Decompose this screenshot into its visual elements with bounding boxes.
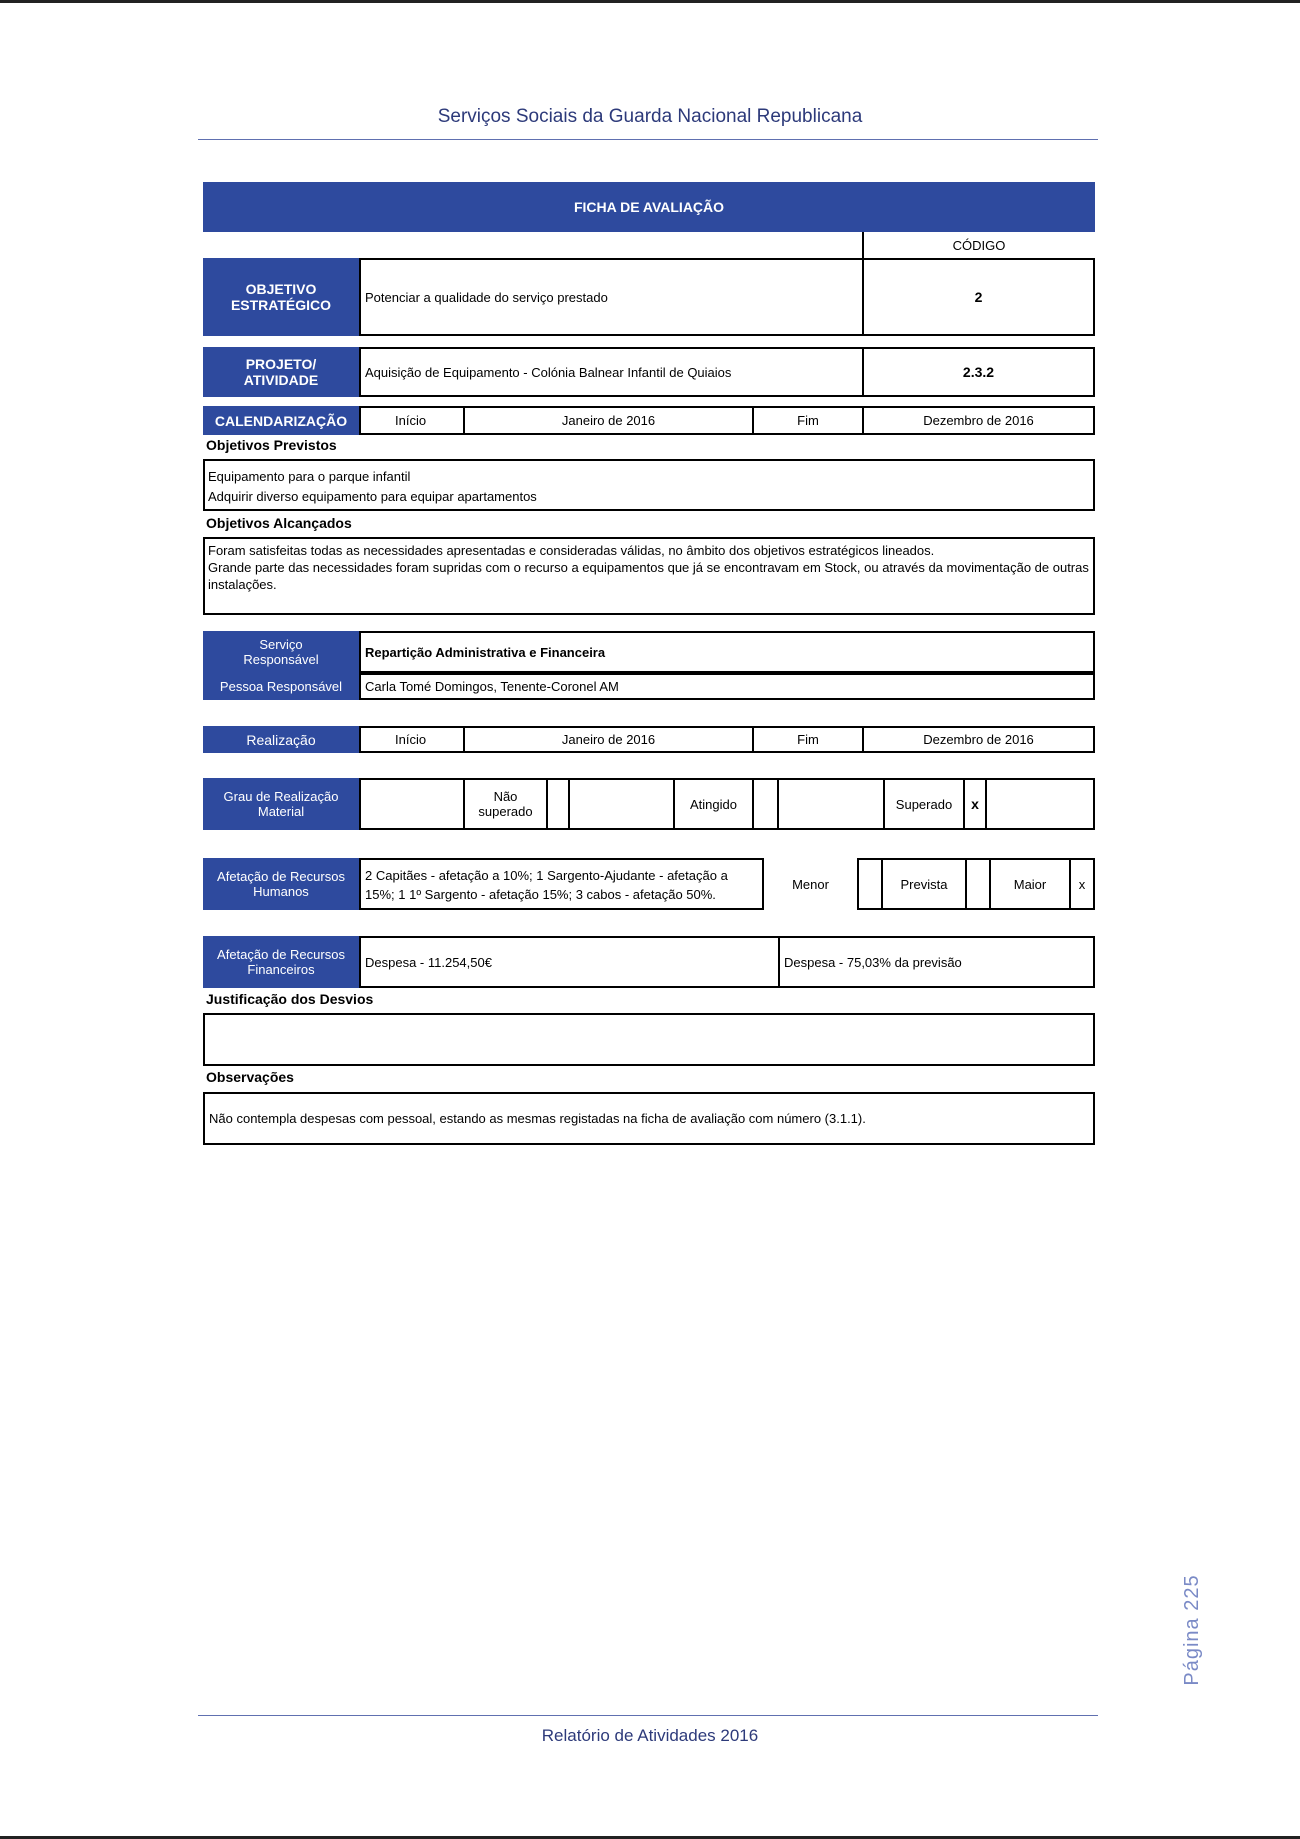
objetivos-previstos-line: Equipamento para o parque infantil (208, 469, 411, 484)
calendarizacao-fim-value: Dezembro de 2016 (862, 406, 1095, 435)
grau-nao-superado: Não superado (463, 778, 548, 830)
projeto-label: PROJETO/ ATIVIDADE (203, 347, 359, 397)
observacoes-label: Observações (206, 1069, 294, 1085)
grau-empty-2 (568, 778, 675, 830)
footer-rule (198, 1715, 1098, 1716)
pessoa-label: Pessoa Responsável (203, 673, 359, 700)
servico-value: Repartição Administrativa e Financeira (359, 631, 1095, 673)
objetivos-alcancados-label: Objetivos Alcançados (206, 515, 352, 531)
grau-empty-4 (985, 778, 1095, 830)
recursos-humanos-maior-check: x (1069, 858, 1095, 910)
recursos-humanos-value: 2 Capitães - afetação a 10%; 1 Sargento-Ajudante - afetação a 15%; 1 1º Sargento - afetação 15%; 3 cabos - afetação 50%. (359, 858, 764, 910)
calendarizacao-fim-label: Fim (752, 406, 864, 435)
calendarizacao-inicio-value: Janeiro de 2016 (463, 406, 754, 435)
header-rule (198, 139, 1098, 140)
page-border-top (0, 0, 1300, 3)
calendarizacao-inicio-label: Início (359, 406, 465, 435)
observacoes-box: Não contempla despesas com pessoal, estando as mesmas registadas na ficha de avaliação com número (3.1.1). (203, 1092, 1095, 1145)
objetivo-code: 2 (862, 258, 1095, 336)
codigo-label: CÓDIGO (862, 232, 1094, 258)
objetivos-alcancados-box (203, 537, 1095, 615)
form-title: FICHA DE AVALIAÇÃO (203, 182, 1095, 232)
recursos-humanos-label: Afetação de Recursos Humanos (203, 858, 359, 910)
projeto-value: Aquisição de Equipamento - Colónia Balnear Infantil de Quiaios (359, 347, 864, 397)
recursos-humanos-prevista-check (965, 858, 991, 910)
grau-atingido-check (752, 778, 779, 830)
projeto-code: 2.3.2 (862, 347, 1095, 397)
justificacao-label: Justificação dos Desvios (206, 991, 374, 1007)
objetivo-value: Potenciar a qualidade do serviço prestado (359, 258, 864, 336)
page-footer: Relatório de Atividades 2016 (541, 1726, 759, 1745)
justificacao-box (203, 1013, 1095, 1066)
objetivos-alcancados-line: Grande parte das necessidades foram supridas com o recurso a equipamentos que já se encontravam em Stock, ou através da movimentação de outras instalações. (208, 560, 1089, 592)
recursos-humanos-prevista: Prevista (881, 858, 967, 910)
calendarizacao-label: CALENDARIZAÇÃO (203, 406, 359, 435)
page-header: Serviços Sociais da Guarda Nacional Republicana (437, 106, 863, 127)
realizacao-inicio-label: Início (359, 726, 465, 753)
grau-label: Grau de Realização Material (203, 778, 359, 830)
grau-nao-superado-check (546, 778, 570, 830)
objetivos-previstos-label: Objetivos Previstos (206, 437, 337, 453)
grau-atingido: Atingido (673, 778, 754, 830)
recursos-financeiros-percent: Despesa - 75,03% da previsão (778, 936, 1095, 988)
realizacao-label: Realização (203, 726, 359, 753)
recursos-financeiros-label: Afetação de Recursos Financeiros (203, 936, 359, 988)
objetivo-label: OBJETIVO ESTRATÉGICO (203, 258, 359, 336)
grau-superado: Superado (883, 778, 965, 830)
grau-empty-1 (359, 778, 465, 830)
realizacao-fim-label: Fim (752, 726, 864, 753)
recursos-humanos-menor: Menor (792, 876, 829, 892)
recursos-humanos-maior: Maior (989, 858, 1071, 910)
recursos-humanos-menor-check (857, 858, 883, 910)
pessoa-value: Carla Tomé Domingos, Tenente-Coronel AM (359, 673, 1095, 700)
grau-superado-check: x (963, 778, 987, 830)
recursos-financeiros-despesa: Despesa - 11.254,50€ (359, 936, 780, 988)
page-number: Página 225 (1180, 1574, 1203, 1686)
realizacao-inicio-value: Janeiro de 2016 (463, 726, 754, 753)
realizacao-fim-value: Dezembro de 2016 (862, 726, 1095, 753)
servico-label: Serviço Responsável (203, 631, 359, 673)
objetivos-previstos-line: Adquirir diverso equipamento para equipar apartamentos (208, 489, 537, 504)
grau-empty-3 (777, 778, 885, 830)
objetivos-alcancados-line: Foram satisfeitas todas as necessidades apresentadas e consideradas válidas, no âmbito dos objetivos estratégicos lineados. (208, 543, 935, 558)
objetivos-previstos-box (203, 459, 1095, 511)
